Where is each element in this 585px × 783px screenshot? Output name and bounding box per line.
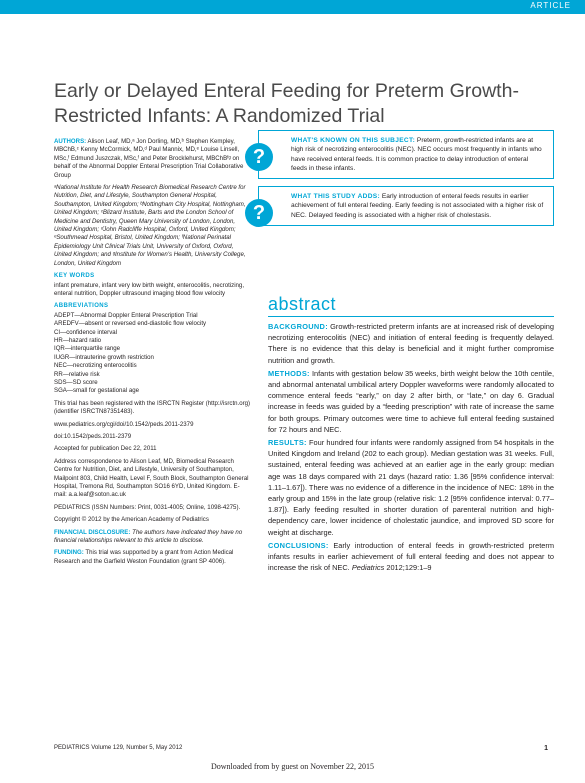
abstract-conclusions	[268, 540, 554, 574]
study-adds-box	[252, 186, 554, 226]
abbreviation-item: ADEPT—Abnormal Doppler Enteral Prescription Trial	[54, 311, 198, 319]
copyright: Copyright © 2012 by the American Academy of Pediatrics	[54, 516, 209, 524]
financial-disclosure	[54, 529, 252, 546]
question-icon: ?	[245, 199, 273, 227]
funding	[54, 549, 252, 566]
correspondence: Address correspondence to Alison Leaf, MD, Biomedical Research Centre for Nutrition, Diet, and Lifestyle, University of Southampton, Mailpoint 803, Child Health, Level F, South Block, Southampton General Hospital, Tremona Rd, Southampton SO16 6YD, United Kingdom. E-mail: a.a.leaf@soton.ac.uk	[54, 457, 249, 499]
funding-text: This trial was supported by a grant from Action Medical Research and the Garfield Weston Foundation (grant SP 4006).	[54, 549, 234, 565]
abbreviation-item: NEC—necrotizing enterocolitis	[54, 362, 137, 370]
abstract-divider	[268, 316, 554, 317]
whats-known-label: WHAT'S KNOWN ON THIS SUBJECT:	[291, 137, 416, 144]
journal-line: PEDIATRICS Volume 129, Number 5, May 2012	[54, 745, 183, 751]
study-adds-label: WHAT THIS STUDY ADDS:	[291, 193, 380, 201]
results-label: RESULTS:	[268, 438, 307, 448]
whats-known-box	[252, 130, 554, 179]
conclusions-label: CONCLUSIONS:	[268, 540, 329, 550]
abbreviation-item: RR—relative risk	[54, 370, 100, 378]
section-label: ARTICLE	[530, 1, 571, 10]
disclosure-label: FINANCIAL DISCLOSURE:	[54, 528, 131, 536]
article-info-column	[54, 138, 252, 570]
download-note: Downloaded from by guest on November 22, 2015	[210, 762, 375, 771]
disclosure-text: The authors have indicated they have no financial relationships relevant to this article to disclose.	[54, 528, 243, 545]
abstract-background	[268, 321, 554, 366]
methods-text: Infants with gestation below 35 weeks, birth weight below the 10th centile, and abnormal antenatal umbilical artery Doppler waveforms were randomly allocated to commence enteral feeds “early,” on day 2 after birth, or “late,” on day 6. Gradual increase in feeds was guided by a “feeding prescription” with rate of increase the same for both groups. Primary outcomes were time to achieve full enteral feeding sustained for 72 hours and NEC.	[268, 368, 554, 434]
study-adds-text: Early introduction of enteral feeds results in earlier achievement of full enteral feeding. Early feeding is not associated with a higher risk of NEC. Delayed feeding is associated with a higher risk of cholestasis.	[291, 193, 544, 219]
abbreviation-item: AREDFV—absent or reversed end-diastolic flow velocity	[54, 320, 207, 328]
conclusions-text: Early introduction of enteral feeds in growth-restricted preterm infants results in earlier achievement of full enteral feeding and does not appear to increase the risk of NEC.	[268, 540, 554, 573]
key-words: infant premature, infant very low birth weight, enterocolitis, necrotizing, enteral nutrition, Doppler ultrasound imaging blood flow velocity	[54, 281, 245, 297]
abbreviation-item: SDS—SD score	[54, 378, 98, 386]
background-text: Growth-restricted preterm infants are at increased risk of developing necrotizing enterocolitis (NEC) and initiation of enteral feeding is frequently delayed. There is no evidence that this delay is beneficial and it might further compromise nutrition and growth.	[268, 322, 554, 365]
citation-journal: Pediatrics	[351, 563, 385, 573]
abbreviation-item: SGA—small for gestational age	[54, 387, 140, 395]
abstract-results	[268, 437, 554, 538]
summary-boxes	[252, 130, 554, 233]
abbreviation-item: HR—hazard ratio	[54, 336, 102, 344]
abstract-body	[268, 321, 554, 575]
article-title: Early or Delayed Enteral Feeding for Preterm Growth-Restricted Infants: A Randomized Trial	[54, 80, 519, 128]
article-url[interactable]: www.pediatrics.org/cgi/doi/10.1542/peds.2011-2379	[54, 420, 194, 428]
methods-label: METHODS:	[268, 368, 310, 378]
funding-label: FUNDING:	[54, 549, 84, 557]
background-label: BACKGROUND:	[268, 322, 328, 331]
article-doi: doi:10.1542/peds.2011-2379	[54, 433, 132, 440]
accepted-date: Accepted for publication Dec 22, 2011	[54, 445, 157, 453]
citation-details: 2012;129:1–9	[386, 563, 432, 573]
affiliations: ᵃNational Institute for Health Research Biomedical Research Centre for Nutrition, Diet, and Lifestyle, Southampton General Hospital, Southampton, United Kingdom; ᵇNottingham City Hospital, Nottingham, United Kingdom; ᶜBlizard Institute, Barts and the London School of Medicine and Dentistry, Queen Mary University of London, London, United Kingdom; ᵈJohn Radcliffe Hospital, Oxford, United Kingdom; ᵉSouthmead Hospital, Bristol, United Kingdom; ᶠNational Perinatal Epidemiology Unit Clinical Trials Unit, University of Oxford, Oxford, United Kingdom; and ᵍInstitute for Women's Health, University College, London, United Kingdom	[54, 184, 246, 267]
authors-label: AUTHORS:	[54, 138, 87, 145]
abbreviation-item: IQR—interquartile range	[54, 345, 121, 353]
abbreviation-item: CI—confidence interval	[54, 328, 117, 336]
abstract-heading: abstract	[268, 294, 337, 314]
whats-known-text: Preterm, growth-restricted infants are at high risk of necrotizing enterocolitis (NEC). NEC occurs most frequently in infants who have received enteral feeds. It is common practice to delay introduction of enteral feeds in these infants.	[291, 137, 542, 172]
issn: PEDIATRICS (ISSN Numbers: Print, 0031-4005; Online, 1098-4275).	[54, 503, 241, 511]
results-text: Four hundred four infants were randomly assigned from 54 hospitals in the United Kingdom and Ireland (202 to each group). Median gestation was 31 weeks. Full, sustained, enteral feeding was achieved at an earlier age in the early group: median age was 18 days compared with 21 days (hazard ratio: 1.36 [95% confidence interval: 1.11–1.67]). There was no evidence of a difference in the incidence of NEC: 18% in the early group and 15% in the late group (relative risk: 1.2 [95% confidence interval: 0.77–1.87]). Early feeding resulted in shorter duration of parenteral nutrition and high-dependency care, lower incidence of cholestatic jaundice, and improved SD score for weight at discharge.	[268, 438, 554, 537]
question-icon: ?	[245, 143, 273, 171]
abstract-methods	[268, 368, 554, 435]
authors-block	[54, 138, 252, 180]
trial-registration: This trial has been registered with the ISRCTN Register (http://isrctn.org) (identifier ISRCTN87351483).	[54, 399, 251, 416]
abbreviation-item: IUGR—intrauterine growth restriction	[54, 353, 154, 361]
key-words-heading: KEY WORDS	[54, 273, 95, 280]
page-number: 1	[544, 745, 548, 752]
abbreviations-list	[54, 312, 252, 396]
page-footer	[54, 745, 548, 751]
section-banner	[0, 0, 585, 14]
authors-text: Alison Leaf, MD,ᵃ Jon Dorling, MD,ᵇ Stephen Kempley, MBChB,ᶜ Kenny McCormick, MD,ᵈ Paul Mannix, MD,ᵉ Louise Linsell, MSc,ᶠ Edmund Juszczak, MSc,ᶠ and Peter Brocklehurst, MBChBᶠᵍ on behalf of the Abnormal Doppler Enteral Prescription Trial Collaborative Group	[54, 138, 244, 179]
abbreviations-heading: ABBREVIATIONS	[54, 303, 109, 310]
